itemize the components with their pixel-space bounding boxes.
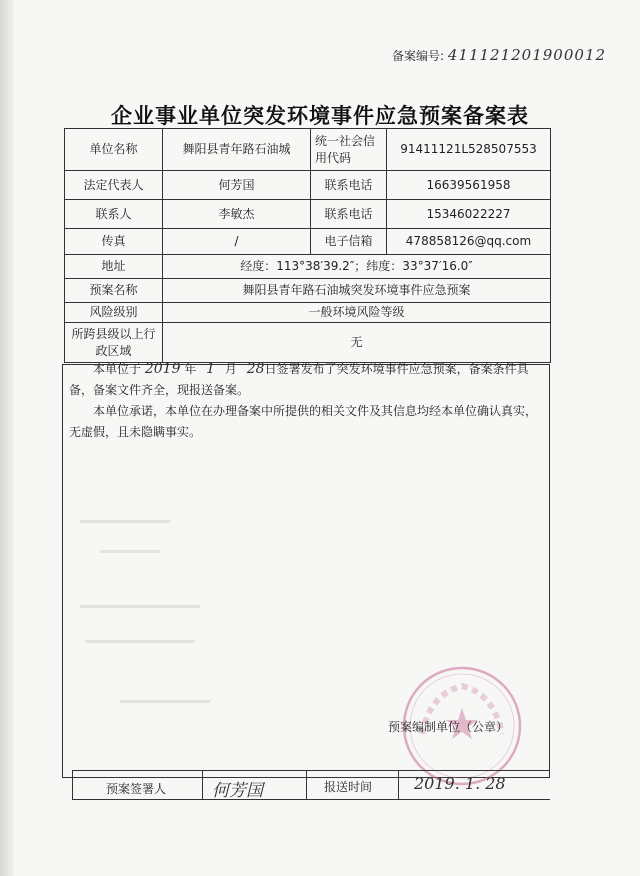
signature-row — [72, 770, 550, 800]
sign-day: 28 — [246, 361, 265, 377]
unit-name-label: 单位名称 — [65, 129, 163, 171]
submit-time-label: 报送时间 — [324, 780, 373, 794]
ghost-mark — [100, 550, 160, 553]
sign-year: 2019 — [144, 361, 181, 377]
phone1-label: 联系电话 — [311, 171, 387, 200]
sign-month: 1 — [206, 361, 216, 377]
address-value: 经度：113°38′39.2″；纬度：33°37′16.0″ — [163, 255, 551, 279]
statement-paragraph-1 — [69, 359, 545, 401]
statement-commitment: 本单位承诺，本单位在办理备案中所提供的相关文件及其信息均经本单位确认真实，无虚假，且未隐瞒事实。 — [69, 404, 538, 439]
ghost-mark — [80, 605, 200, 608]
document-title: 企业事业单位突发环境事件应急预案备案表 — [111, 104, 529, 128]
cross-region-value: 无 — [163, 323, 551, 363]
sign-year-unit: 年 — [184, 362, 197, 376]
contact-value: 李敏杰 — [163, 200, 311, 229]
sign-month-unit: 月 — [224, 362, 237, 376]
email-value: 478858126@qq.com — [387, 229, 551, 255]
unit-name-value: 舞阳县青年路石油城 — [163, 129, 311, 171]
fax-label: 传真 — [65, 229, 163, 255]
ghost-mark — [120, 700, 210, 703]
scan-shadow — [0, 0, 14, 876]
fax-value: / — [163, 229, 311, 255]
plan-name-label: 预案名称 — [65, 279, 163, 303]
credit-code-label: 统一社会信用代码 — [311, 129, 387, 171]
phone2-label: 联系电话 — [311, 200, 387, 229]
ghost-mark — [80, 520, 170, 523]
filing-number-value: 411121201900012 — [447, 46, 607, 64]
address-label: 地址 — [65, 255, 163, 279]
risk-level-label: 风险级别 — [65, 303, 163, 323]
credit-code-value: 91411121L528507553 — [387, 129, 551, 171]
filing-number-label: 备案编号: — [392, 49, 445, 63]
statement-text — [69, 359, 545, 443]
signer-label: 预案签署人 — [106, 782, 167, 796]
contact-label: 联系人 — [65, 200, 163, 229]
phone1-value: 16639561958 — [387, 171, 551, 200]
email-label: 电子信箱 — [311, 229, 387, 255]
organizing-unit: 预案编制单位（公章） — [388, 720, 509, 734]
statement-rest: 日签署发布了突发环境事件应急预案，备案条件具备，备案文件齐全，现报送备案。 — [69, 362, 529, 397]
phone2-value: 15346022227 — [387, 200, 551, 229]
legal-rep-label: 法定代表人 — [65, 171, 163, 200]
risk-level-value: 一般环境风险等级 — [163, 303, 551, 323]
plan-name-value: 舞阳县青年路石油城突发环境事件应急预案 — [163, 279, 551, 303]
signer-signature: 何芳国 — [212, 781, 263, 801]
ghost-mark — [85, 640, 195, 643]
legal-rep-value: 何芳国 — [163, 171, 311, 200]
submit-date: 2019. 1. 28 — [414, 774, 506, 793]
statement-paragraph-2 — [69, 401, 545, 443]
statement-intro: 本单位于 — [93, 362, 142, 376]
cross-region-label: 所跨县级以上行政区域 — [65, 323, 163, 363]
filing-number — [392, 46, 606, 64]
filing-form-table — [64, 128, 551, 363]
